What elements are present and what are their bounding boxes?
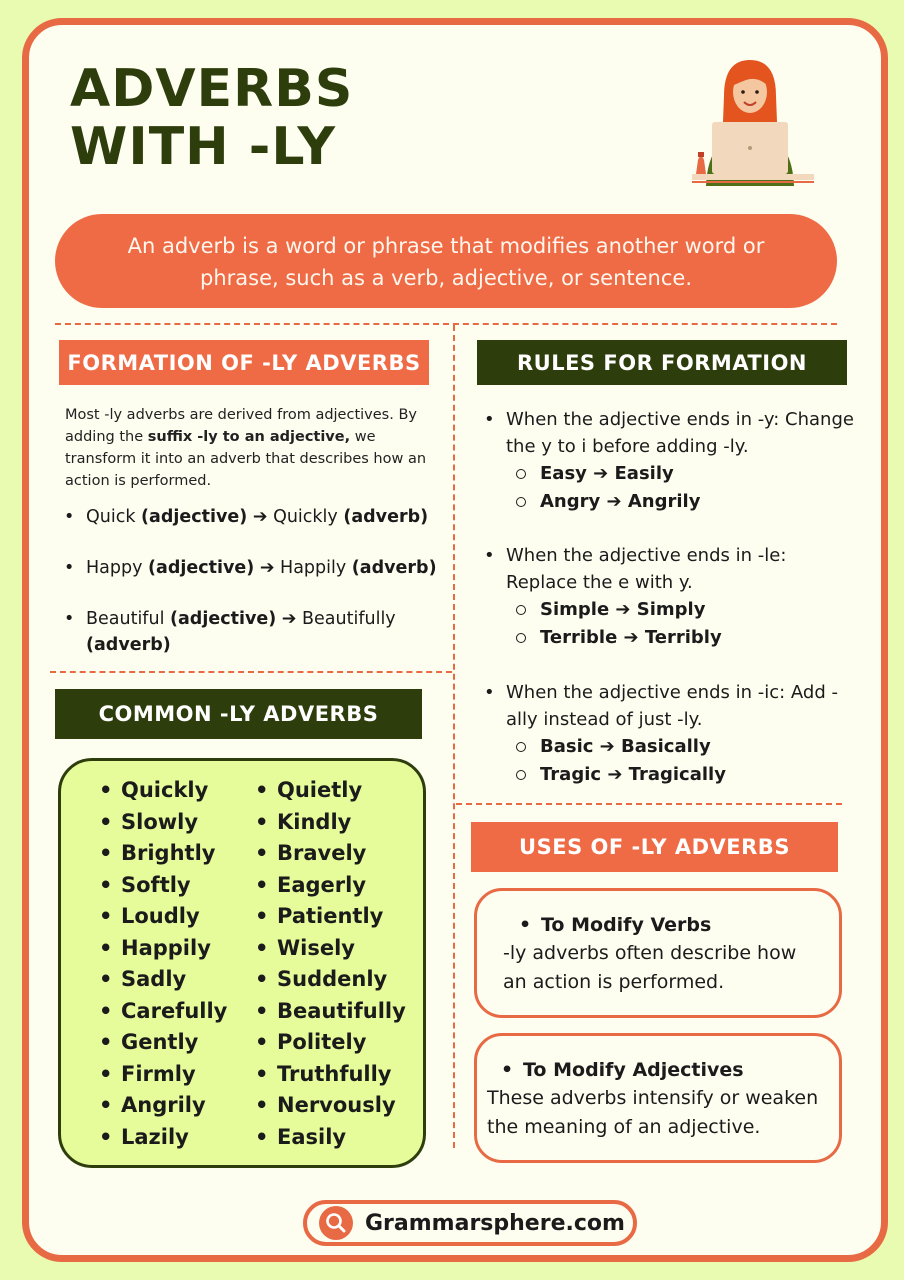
rules-heading: RULES FOR FORMATION	[477, 340, 847, 385]
adverb-item: • Eagerly	[255, 870, 406, 902]
title-line-1: ADVERBS	[70, 59, 354, 119]
common-adverbs-heading: COMMON -LY ADVERBS	[55, 689, 422, 739]
adverb-item: • Kindly	[255, 807, 406, 839]
rule-example: Easy ➔ Easily	[484, 460, 854, 488]
adverb-item: • Quickly	[99, 775, 227, 807]
use-title: • To Modify Adjectives	[501, 1059, 744, 1081]
rule-example: Angry ➔ Angrily	[484, 488, 854, 516]
rule-example: Tragic ➔ Tragically	[484, 761, 860, 789]
formation-example: • Happy (adjective) ➔ Happily (adverb)	[64, 555, 444, 581]
adverb-item: • Wisely	[255, 933, 406, 965]
adverb-item: • Lazily	[99, 1122, 227, 1154]
rule-2	[484, 542, 854, 651]
website-link[interactable]: Grammarsphere.com	[365, 1210, 625, 1236]
uses-heading: USES OF -LY ADVERBS	[471, 822, 838, 872]
adverb-item: • Angrily	[99, 1090, 227, 1122]
rule-example: Terrible ➔ Terribly	[484, 624, 854, 652]
common-adverbs-box	[58, 758, 426, 1168]
adverb-item: • Carefully	[99, 996, 227, 1028]
use-card-verbs	[474, 888, 842, 1018]
adverb-item: • Suddenly	[255, 964, 406, 996]
use-card-adjectives	[474, 1033, 842, 1163]
title-line-2: WITH -LY	[70, 117, 337, 177]
adverb-item: • Bravely	[255, 838, 406, 870]
adverb-item: • Loudly	[99, 901, 227, 933]
page-title	[70, 60, 353, 176]
formation-example: • Beautiful (adjective) ➔ Beautifully (adverb)	[64, 606, 444, 658]
adverb-item: • Softly	[99, 870, 227, 902]
adverb-item: • Easily	[255, 1122, 406, 1154]
adverb-item: • Happily	[99, 933, 227, 965]
adverb-item: • Patiently	[255, 901, 406, 933]
divider-top	[55, 323, 837, 325]
rule-3	[484, 679, 860, 788]
formation-heading: FORMATION OF -LY ADVERBS	[59, 340, 429, 385]
adverb-item: • Politely	[255, 1027, 406, 1059]
definition-banner: An adverb is a word or phrase that modifies another word or phrase, such as a verb, adjective, or sentence.	[55, 214, 837, 308]
rule-text: • When the adjective ends in -le: Replace the e with y.	[484, 542, 854, 596]
adverb-item: • Sadly	[99, 964, 227, 996]
rule-text: • When the adjective ends in -y: Change the y to i before adding -ly.	[484, 406, 854, 460]
formation-examples	[64, 504, 444, 658]
adverbs-column-2	[255, 775, 406, 1153]
use-description: -ly adverbs often describe how an action is performed.	[503, 942, 797, 993]
adverb-item: • Nervously	[255, 1090, 406, 1122]
search-icon	[319, 1206, 353, 1240]
divider-center	[453, 325, 455, 1148]
use-title: • To Modify Verbs	[519, 914, 712, 936]
adverb-item: • Quietly	[255, 775, 406, 807]
adverb-item: • Brightly	[99, 838, 227, 870]
rule-text: • When the adjective ends in -ic: Add -ally instead of just -ly.	[484, 679, 860, 733]
woman-at-laptop-illustration	[686, 56, 816, 186]
adverb-item: • Beautifully	[255, 996, 406, 1028]
adverb-item: • Slowly	[99, 807, 227, 839]
divider-left	[50, 671, 452, 673]
rule-example: Simple ➔ Simply	[484, 596, 854, 624]
use-description: These adverbs intensify or weaken the meaning of an adjective.	[487, 1087, 819, 1138]
rule-example: Basic ➔ Basically	[484, 733, 860, 761]
formation-paragraph: Most -ly adverbs are derived from adjectives. By adding the suffix -ly to an adjective, we transform it into an adverb that describes how an action is performed.	[65, 407, 427, 489]
formation-example: • Quick (adjective) ➔ Quickly (adverb)	[64, 504, 444, 530]
rule-1	[484, 406, 854, 515]
divider-right	[456, 803, 842, 805]
adverb-item: • Firmly	[99, 1059, 227, 1091]
adverb-item: • Truthfully	[255, 1059, 406, 1091]
adverb-item: • Gently	[99, 1027, 227, 1059]
website-badge[interactable]	[303, 1200, 637, 1246]
adverbs-column-1	[99, 775, 227, 1153]
